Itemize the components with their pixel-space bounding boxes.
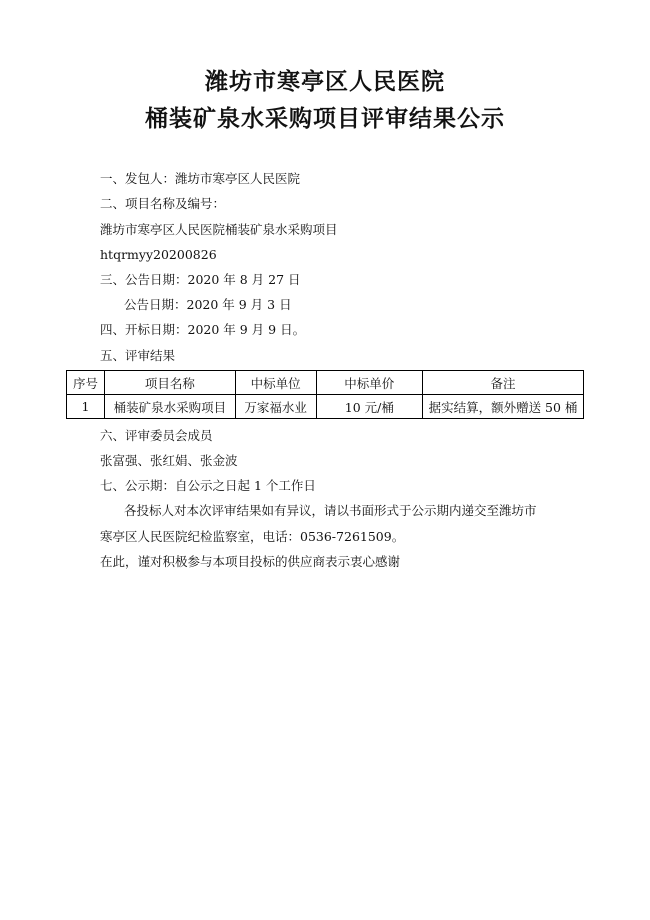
open-date-line: 四、开标日期：2020 年 9 月 9 日。 — [100, 322, 306, 337]
publicity-period-line: 七、公示期：自公示之日起 1 个工作日 — [100, 478, 316, 493]
table-cell: 桶装矿泉水采购项目 — [104, 395, 235, 419]
project-header-line: 二、项目名称及编号： — [100, 196, 226, 211]
table-header-cell: 项目名称 — [104, 371, 235, 395]
document-title-line2: 桶装矿泉水采购项目评审结果公示 — [145, 106, 505, 132]
table-header-cell: 中标单位 — [235, 371, 316, 395]
table-cell: 万家福水业 — [235, 395, 316, 419]
document-title-line1: 潍坊市寒亭区人民医院 — [205, 69, 445, 95]
table-header-row — [67, 371, 584, 395]
table-row — [67, 395, 584, 419]
table-cell: 据实结算，额外赠送 50 桶 — [423, 395, 584, 419]
table-cell: 10 元/桶 — [316, 395, 422, 419]
announce-date-line: 三、公告日期：2020 年 8 月 27 日 — [100, 272, 301, 287]
contractor-line: 一、发包人：潍坊市寒亭区人民医院 — [100, 171, 301, 186]
committee-header-line: 六、评审委员会成员 — [100, 428, 213, 443]
objection-line1: 各投标人对本次评审结果如有异议，请以书面形式于公示期内递交至潍坊市 — [124, 503, 537, 518]
committee-members-line: 张富强、张红娟、张金波 — [100, 453, 238, 468]
project-code-line: htqrmyy20200826 — [100, 247, 217, 262]
project-name-line: 潍坊市寒亭区人民医院桶装矿泉水采购项目 — [100, 222, 338, 237]
table-cell: 1 — [67, 395, 105, 419]
announce-date2-line: 公告日期：2020 年 9 月 3 日 — [124, 297, 292, 312]
thanks-line: 在此，谨对积极参与本项目投标的供应商表示衷心感谢 — [100, 554, 401, 569]
table-header-cell: 序号 — [67, 371, 105, 395]
result-table — [66, 370, 584, 419]
table-header-cell: 中标单价 — [316, 371, 422, 395]
table-header-cell: 备注 — [423, 371, 584, 395]
objection-line2: 寒亭区人民医院纪检监察室，电话：0536-7261509。 — [100, 529, 405, 544]
result-header-line: 五、评审结果 — [100, 348, 176, 363]
